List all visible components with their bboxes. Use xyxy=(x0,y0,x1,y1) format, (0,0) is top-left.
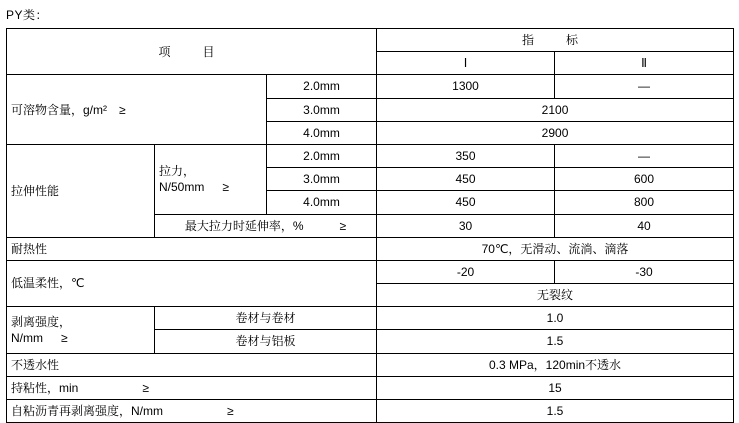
table-row xyxy=(7,376,734,399)
tensile-force-line1: 拉力， xyxy=(159,164,196,179)
table-caption: PY类： xyxy=(6,8,49,22)
header-grade-2: Ⅱ xyxy=(555,52,734,75)
cell-tensile-3mm-grade1: 450 xyxy=(377,168,555,191)
peel-strength-line1: 剥离强度， xyxy=(11,314,72,329)
header-grade-1: Ⅰ xyxy=(377,52,555,75)
re-peel-strength-ge: ≥ xyxy=(227,404,234,418)
row-label-heat-resistance: 耐热性 xyxy=(7,237,377,260)
table-row xyxy=(7,307,734,330)
sub-label-tensile-force xyxy=(155,144,267,214)
sub-label-tensile-3mm: 3.0mm xyxy=(267,168,377,191)
sub-label-sheet-to-sheet: 卷材与卷材 xyxy=(155,307,377,330)
re-peel-strength-text: 自粘沥青再剥离强度，N/mm xyxy=(11,404,163,418)
sub-label-2mm: 2.0mm xyxy=(267,75,377,98)
row-label-re-peel-strength xyxy=(7,400,377,423)
cell-tensile-2mm-grade2: — xyxy=(555,144,734,167)
tensile-force-line2: N/50mm ≥ xyxy=(159,180,229,195)
holding-adhesion-ge: ≥ xyxy=(142,380,149,395)
row-label-soluble-content: 可溶物含量，g/m² ≥ xyxy=(7,75,267,145)
cell-tensile-4mm-grade1: 450 xyxy=(377,191,555,214)
cell-low-temp-no-crack: 无裂纹 xyxy=(377,284,734,307)
cell-soluble-4mm: 2900 xyxy=(377,121,734,144)
header-index: 指 标 xyxy=(377,29,734,52)
cell-tensile-4mm-grade2: 800 xyxy=(555,191,734,214)
cell-holding-adhesion-value: 15 xyxy=(377,376,734,399)
sub-label-tensile-2mm: 2.0mm xyxy=(267,144,377,167)
row-label-low-temp-flexibility: 低温柔性，℃ xyxy=(7,260,377,306)
sub-label-3mm: 3.0mm xyxy=(267,98,377,121)
peel-strength-line2: N/mm ≥ xyxy=(11,330,68,345)
cell-elongation-grade1: 30 xyxy=(377,214,555,237)
cell-heat-resistance-value: 70℃，无滑动、流淌、滴落 xyxy=(377,237,734,260)
sub-label-4mm: 4.0mm xyxy=(267,121,377,144)
cell-low-temp-grade2: -30 xyxy=(555,260,734,283)
sub-label-sheet-to-aluminum: 卷材与铝板 xyxy=(155,330,377,353)
row-label-holding-adhesion xyxy=(7,376,377,399)
sub-label-elongation: 最大拉力时延伸率，% ≥ xyxy=(155,214,377,237)
cell-peel-sheet-to-aluminum: 1.5 xyxy=(377,330,734,353)
table-row xyxy=(7,237,734,260)
cell-soluble-2mm-grade1: 1300 xyxy=(377,75,555,98)
cell-re-peel-strength-value: 1.5 xyxy=(377,400,734,423)
table-row xyxy=(7,75,734,98)
cell-soluble-3mm: 2100 xyxy=(377,98,734,121)
cell-soluble-2mm-grade2: — xyxy=(555,75,734,98)
specification-table xyxy=(6,28,734,423)
cell-tensile-2mm-grade1: 350 xyxy=(377,144,555,167)
cell-tensile-3mm-grade2: 600 xyxy=(555,168,734,191)
header-item: 项 目 xyxy=(7,29,377,75)
table-header-row xyxy=(7,29,734,52)
cell-peel-sheet-to-sheet: 1.0 xyxy=(377,307,734,330)
sub-label-tensile-4mm: 4.0mm xyxy=(267,191,377,214)
table-row xyxy=(7,353,734,376)
holding-adhesion-text: 持粘性，min xyxy=(11,380,79,395)
row-label-peel-strength xyxy=(7,307,155,353)
table-row xyxy=(7,260,734,283)
cell-elongation-grade2: 40 xyxy=(555,214,734,237)
cell-low-temp-grade1: -20 xyxy=(377,260,555,283)
cell-impermeability-value: 0.3 MPa，120min不透水 xyxy=(377,353,734,376)
table-row xyxy=(7,144,734,167)
row-label-impermeability: 不透水性 xyxy=(7,353,377,376)
row-label-tensile: 拉伸性能 xyxy=(7,144,155,237)
table-row xyxy=(7,400,734,423)
